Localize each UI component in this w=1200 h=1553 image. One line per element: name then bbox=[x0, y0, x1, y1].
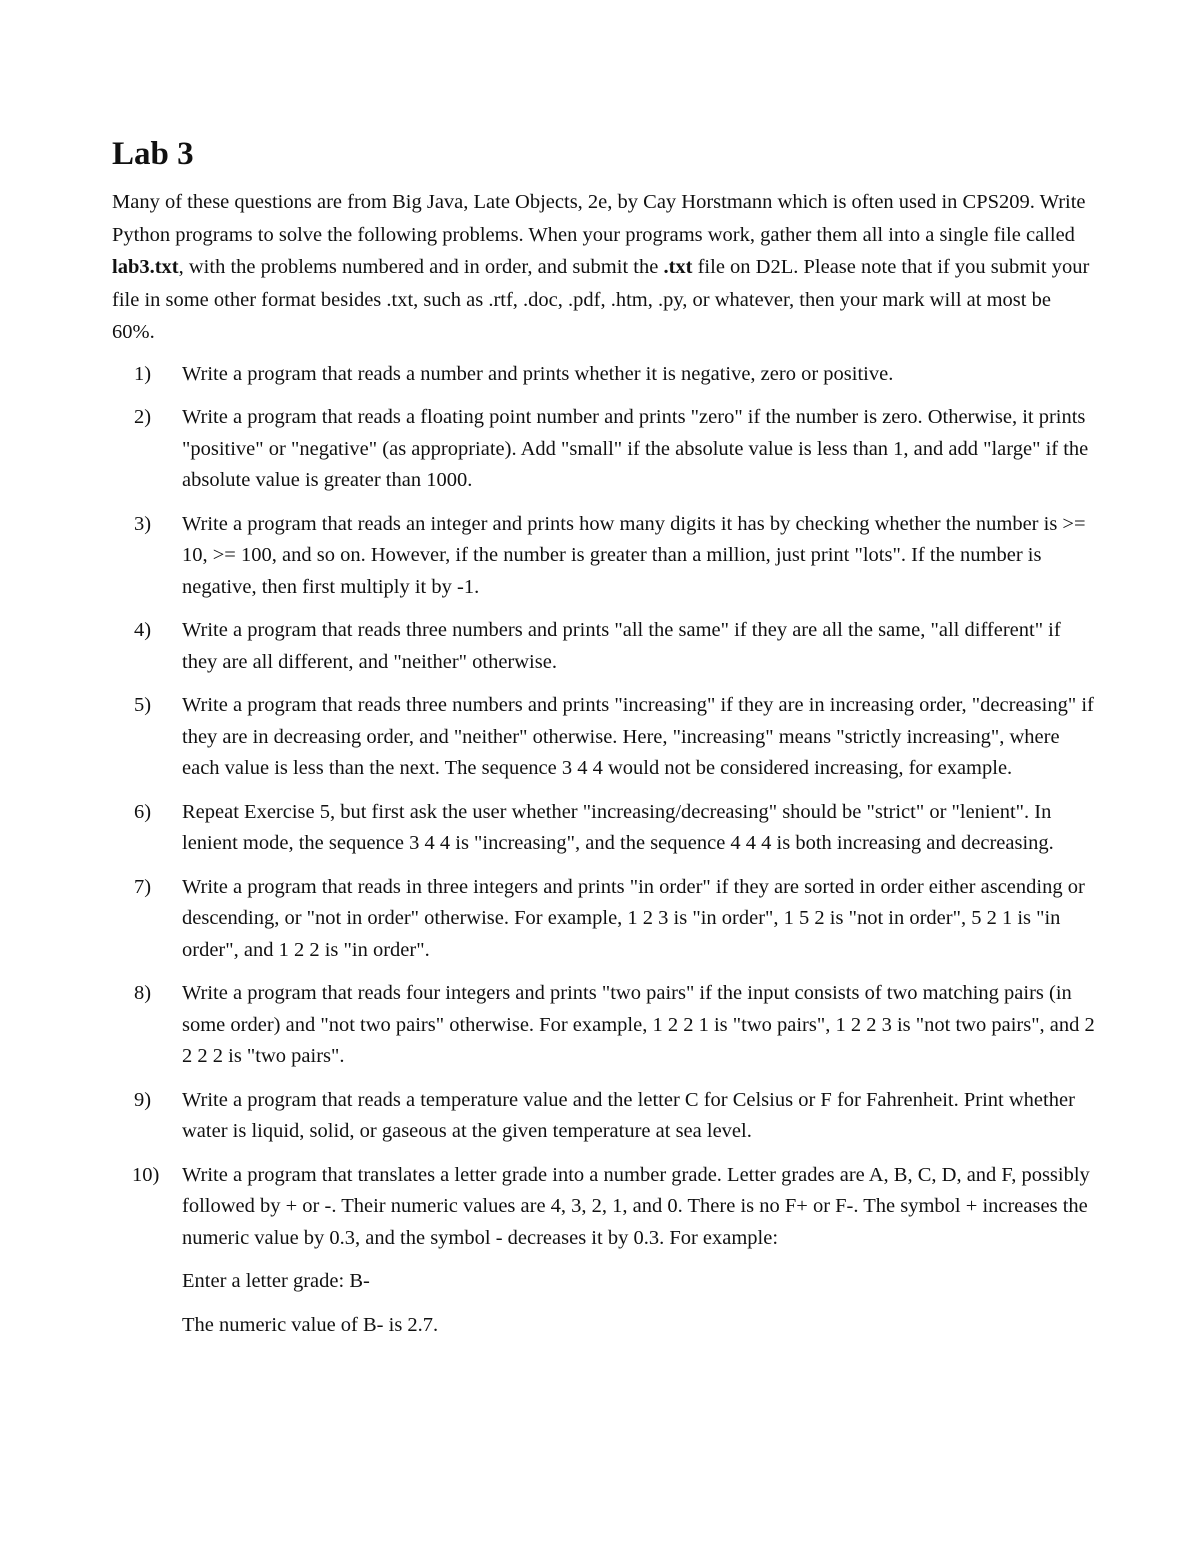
problem-text: Write a program that reads a number and prints whether it is negative, zero or positive. bbox=[182, 362, 894, 385]
problem-text: Write a program that reads a floating point number and prints "zero" if the number is zero. Otherwise, it prints "positive" or "negative" (as appropriate). Add "small" if the absolute value is less than 1, and add "large" if the absolute value is greater than 1000. bbox=[182, 406, 1089, 491]
problem-text: Write a program that reads three numbers and prints "increasing" if they are in increasing order, "decreasing" if they are in decreasing order, and "neither" otherwise. Here, "increasing" means "strictly increasing", where each value is less than the next. The sequence 3 4 4 would not be considered increasing, for example. bbox=[182, 694, 1094, 779]
problem-number: 4) bbox=[134, 619, 152, 641]
problem-text: Write a program that reads an integer and prints how many digits it has by checking whether the number is >= 10, >= 100, and so on. However, if the number is greater than a million, just print "lots". If the number is negative, then first multiply it by -1. bbox=[182, 512, 1086, 598]
problem-item bbox=[112, 615, 1097, 678]
problem-text: Repeat Exercise 5, but first ask the user whether "increasing/decreasing" should be "strict" or "lenient". In lenient mode, the sequence 3 4 4 is "increasing", and the sequence 4 4 4 is both increasing and decreasing. bbox=[182, 800, 1054, 854]
problem-number: 8) bbox=[134, 982, 152, 1004]
page-title: Lab 3 bbox=[112, 136, 194, 172]
problem-number: 6) bbox=[134, 800, 152, 823]
problem-item bbox=[112, 509, 1097, 604]
example-output: The numeric value of B- is 2.7. bbox=[182, 1313, 439, 1336]
intro-text-2: , with the problems numbered and in order, and submit the bbox=[178, 256, 664, 278]
problem-item bbox=[112, 402, 1097, 497]
intro-extension: .txt bbox=[663, 256, 693, 278]
intro-filename: lab3.txt bbox=[112, 256, 179, 278]
problem-item bbox=[112, 978, 1097, 1073]
problem-number: 7) bbox=[134, 875, 152, 898]
problem-text: Write a program that reads four integers and prints "two pairs" if the input consists of two matching pairs (in some order) and "not two pairs" otherwise. For example, 1 2 2 1 is "two pairs", 1 2 2 3 is "not two pairs", and 2 2 2 2 is "two pairs". bbox=[182, 982, 1095, 1067]
problem-item bbox=[112, 359, 1097, 391]
intro-paragraph bbox=[112, 186, 1097, 349]
problem-text: Write a program that reads in three integers and prints "in order" if they are sorted in order either ascending or descending, or "not in order" otherwise. For example, 1 2 3 is "in order", 1 5 2 is "not in order", 5 2 1 is "in order", and 1 2 2 is "in order". bbox=[182, 875, 1085, 961]
problem-number: 3) bbox=[134, 512, 152, 535]
problem-number: 1) bbox=[134, 362, 152, 385]
problem-number: 9) bbox=[134, 1088, 152, 1111]
problem-list bbox=[112, 359, 1097, 1255]
intro-text-1: Many of these questions are from Big Java, Late Objects, 2e, by Cay Horstmann which is often used in CPS209. Write Python programs to solve the following problems. When your programs work, gather them all into a single file called bbox=[112, 191, 1086, 246]
document-page bbox=[112, 134, 1097, 1341]
problem-item bbox=[112, 1160, 1097, 1255]
problem-text: Write a program that reads a temperature value and the letter C for Celsius or F for Fahrenheit. Print whether water is liquid, solid, or gaseous at the given temperature at sea level. bbox=[182, 1088, 1075, 1142]
problem-item bbox=[112, 872, 1097, 967]
problem-item bbox=[112, 690, 1097, 785]
problem-text: Write a program that translates a letter grade into a number grade. Letter grades are A, B, C, D, and F, possibly followed by + or -. Their numeric values are 4, 3, 2, 1, and 0. There is no F+ or F-. The symbol + increases the numeric value by 0.3, and the symbol - decreases it by 0.3. For example: bbox=[182, 1163, 1090, 1249]
problem-number: 2) bbox=[134, 406, 152, 428]
problem-text: Write a program that reads three numbers and prints "all the same" if they are all the same, "all different" if they are all different, and "neither" otherwise. bbox=[182, 619, 1061, 673]
problem-item bbox=[112, 1085, 1097, 1148]
problem-item bbox=[112, 797, 1097, 860]
intro-text-3: file on D2L. Please note that if you submit your file in some other format besides .txt, such as .rtf, .doc, .pdf, .htm, .py, or whatever, then your mark will at most be 60%. bbox=[112, 256, 1090, 343]
problem-number: 10) bbox=[132, 1163, 160, 1186]
problem-number: 5) bbox=[134, 694, 152, 716]
example-prompt: Enter a letter grade: B- bbox=[182, 1270, 370, 1292]
